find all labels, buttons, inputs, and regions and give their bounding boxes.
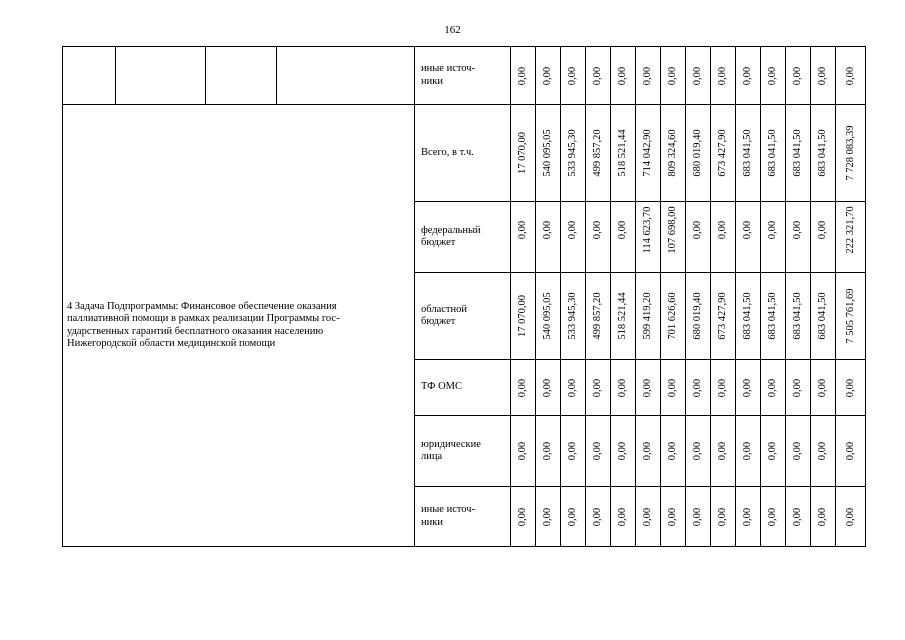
value-cell [786,487,811,547]
funding-source-cell-line: ники [421,75,443,87]
value-text: 0,00 [666,66,678,85]
value-cell [761,487,786,547]
value-cell [686,105,711,202]
value-text: 0,00 [716,220,728,240]
budget-table [62,46,866,547]
value-cell [661,360,686,416]
value-cell [661,47,686,105]
value-text: 0,00 [541,66,553,85]
value-cell [636,416,661,487]
funding-source-cell [415,202,511,273]
value-text: 683 041,50 [766,292,778,340]
value-text: 683 041,50 [791,292,803,340]
table-row [63,47,866,105]
funding-source-cell-line: ТФ ОМС [421,381,463,393]
value-cell [511,360,536,416]
value-text: 0,00 [816,507,828,526]
value-text: 0,00 [591,378,603,397]
value-text: 17 070,00 [516,132,528,174]
value-cell [686,360,711,416]
value-cell [761,105,786,202]
value-text: 0,00 [741,441,753,461]
value-cell [661,416,686,487]
value-cell [611,202,636,273]
value-cell [611,105,636,202]
value-cell [611,273,636,360]
value-text: 0,00 [844,378,856,397]
value-cell [511,416,536,487]
value-cell [661,105,686,202]
value-cell [611,487,636,547]
value-cell [561,273,586,360]
value-cell [786,273,811,360]
funding-source-cell-line: иные источ- [421,504,476,516]
value-cell [711,202,736,273]
value-cell [511,202,536,273]
value-text: 683 041,50 [816,129,828,177]
value-text: 0,00 [516,441,528,461]
value-text: 0,00 [616,66,628,85]
value-text: 0,00 [566,378,578,397]
value-text: 540 095,05 [541,129,553,177]
value-cell [836,360,866,416]
value-cell [561,416,586,487]
value-cell [511,273,536,360]
value-text: 0,00 [541,441,553,461]
value-text: 0,00 [766,507,778,526]
value-text: 0,00 [791,220,803,240]
value-cell [636,47,661,105]
value-text: 0,00 [741,220,753,240]
funding-source-cell-line: ники [421,516,443,528]
value-text: 0,00 [791,441,803,461]
value-text: 499 857,20 [591,129,603,177]
value-cell [686,487,711,547]
value-cell [811,47,836,105]
value-cell [686,416,711,487]
value-cell [586,360,611,416]
funding-source-cell-line: Всего, в т.ч. [421,146,474,158]
value-text: 0,00 [566,66,578,85]
value-text: 0,00 [616,507,628,526]
value-cell [586,487,611,547]
value-cell [586,202,611,273]
value-cell [661,487,686,547]
value-text: 0,00 [541,507,553,526]
value-cell [761,202,786,273]
value-cell [711,416,736,487]
value-cell [536,105,561,202]
value-text: 7 505 761,69 [844,288,856,344]
page-number: 162 [444,24,461,36]
empty-cell [206,47,277,105]
value-text: 0,00 [541,220,553,240]
value-text: 0,00 [566,507,578,526]
value-text: 0,00 [691,507,703,526]
value-text: 0,00 [666,378,678,397]
value-text: 114 623,70 [641,206,653,254]
value-text: 0,00 [616,441,628,461]
value-cell [686,273,711,360]
funding-source-cell [415,47,511,105]
value-text: 499 857,20 [591,292,603,340]
value-text: 0,00 [766,220,778,240]
value-text: 0,00 [516,507,528,526]
value-text: 518 521,44 [616,129,628,177]
value-text: 0,00 [716,378,728,397]
value-text: 0,00 [741,378,753,397]
value-text: 0,00 [791,378,803,397]
value-cell [561,105,586,202]
value-cell [561,202,586,273]
value-text: 680 019,40 [691,129,703,177]
value-cell [586,47,611,105]
value-cell [536,416,561,487]
value-cell [536,273,561,360]
funding-source-cell-line: лица [421,451,443,462]
value-text: 0,00 [641,66,653,85]
value-cell [736,416,761,487]
funding-source-cell-line: федеральный [421,224,481,236]
value-text: 0,00 [816,441,828,461]
funding-source-cell-line: иные источ- [421,63,476,75]
value-cell [811,105,836,202]
value-text: 0,00 [666,507,678,526]
value-text: 0,00 [666,441,678,461]
value-cell [811,487,836,547]
empty-cell [116,47,206,105]
value-cell [636,360,661,416]
value-cell [811,202,836,273]
value-text: 0,00 [844,441,856,461]
value-cell [536,202,561,273]
value-text: 533 945,30 [566,292,578,340]
empty-cell [277,47,415,105]
value-text: 0,00 [716,441,728,461]
empty-cell [63,47,116,105]
value-cell [561,47,586,105]
value-cell [686,202,711,273]
value-text: 0,00 [516,378,528,397]
value-cell [586,105,611,202]
value-text: 0,00 [844,66,856,85]
value-cell [786,47,811,105]
value-cell [536,360,561,416]
value-text: 533 945,30 [566,129,578,177]
value-text: 0,00 [816,220,828,240]
value-text: 0,00 [791,507,803,526]
value-text: 107 698,00 [666,206,678,254]
value-cell [711,105,736,202]
value-text: 673 427,90 [716,129,728,177]
value-text: 0,00 [766,441,778,461]
value-cell [736,360,761,416]
value-cell [761,273,786,360]
value-text: 0,00 [566,220,578,240]
value-cell [836,273,866,360]
value-text: 0,00 [716,66,728,85]
value-text: 0,00 [591,66,603,85]
value-cell [561,487,586,547]
funding-source-cell-line: бюджет [421,237,456,248]
value-text: 0,00 [741,66,753,85]
value-text: 0,00 [766,66,778,85]
value-text: 0,00 [591,507,603,526]
value-cell [736,273,761,360]
value-text: 7 728 083,39 [844,125,856,181]
value-text: 683 041,50 [791,129,803,177]
value-cell [636,273,661,360]
value-cell [586,416,611,487]
value-text: 0,00 [516,220,528,240]
value-cell [611,47,636,105]
value-text: 683 041,50 [741,129,753,177]
value-cell [836,105,866,202]
value-text: 809 324,60 [666,129,678,177]
funding-source-cell [415,105,511,202]
value-text: 0,00 [591,441,603,461]
value-cell [711,273,736,360]
value-cell [736,47,761,105]
value-cell [511,47,536,105]
value-text: 673 427,90 [716,292,728,340]
value-text: 0,00 [691,220,703,240]
value-text: 0,00 [641,378,653,397]
value-cell [536,487,561,547]
value-text: 0,00 [766,378,778,397]
value-cell [561,360,586,416]
value-text: 714 042,90 [641,129,653,177]
value-cell [636,202,661,273]
value-text: 518 521,44 [616,292,628,340]
value-cell [611,360,636,416]
value-text: 680 019,40 [691,292,703,340]
value-cell [736,202,761,273]
value-text: 0,00 [691,378,703,397]
value-cell [736,105,761,202]
value-text: 599 419,20 [641,292,653,340]
value-cell [761,416,786,487]
value-cell [761,360,786,416]
funding-source-cell-line: юридические [421,438,481,450]
value-text: 0,00 [816,66,828,85]
task-description-line: паллиативной помощи в рамках реализации Программы гос- [67,313,340,325]
value-cell [711,47,736,105]
value-cell [811,416,836,487]
value-cell [836,487,866,547]
value-cell [736,487,761,547]
value-cell [611,416,636,487]
value-text: 540 095,05 [541,292,553,340]
value-cell [636,487,661,547]
value-text: 0,00 [616,220,628,240]
value-cell [786,416,811,487]
value-text: 0,00 [691,66,703,85]
value-cell [836,416,866,487]
funding-source-cell [415,416,511,487]
value-cell [661,202,686,273]
value-text: 0,00 [616,378,628,397]
value-text: 0,00 [641,507,653,526]
value-text: 222 321,70 [844,206,856,254]
table-row [63,105,866,202]
value-cell [811,360,836,416]
value-text: 0,00 [591,220,603,240]
task-description-line: ударственных гарантий бесплатного оказания населению [67,325,324,337]
value-text: 0,00 [816,378,828,397]
value-text: 0,00 [516,66,528,85]
value-cell [761,47,786,105]
funding-source-cell [415,487,511,547]
value-text: 0,00 [791,66,803,85]
value-text: 683 041,50 [816,292,828,340]
value-text: 17 070,00 [516,295,528,337]
value-text: 0,00 [716,507,728,526]
value-text: 701 626,60 [666,292,678,340]
value-cell [636,105,661,202]
value-text: 0,00 [844,507,856,526]
value-cell [811,273,836,360]
value-cell [786,360,811,416]
value-text: 0,00 [691,441,703,461]
value-cell [786,202,811,273]
funding-source-cell-line: областной [421,303,467,315]
value-cell [511,487,536,547]
value-cell [836,202,866,273]
value-cell [586,273,611,360]
funding-source-cell-line: бюджет [421,316,456,327]
value-cell [686,47,711,105]
value-text: 683 041,50 [741,292,753,340]
value-cell [711,487,736,547]
task-description-line: 4 Задача Подпрограммы: Финансовое обеспечение оказания [67,301,337,313]
funding-source-cell [415,273,511,360]
value-text: 0,00 [641,441,653,461]
value-cell [661,273,686,360]
value-cell [836,47,866,105]
value-cell [536,47,561,105]
funding-source-cell [415,360,511,416]
value-cell [511,105,536,202]
value-cell [786,105,811,202]
value-text: 0,00 [741,507,753,526]
value-text: 683 041,50 [766,129,778,177]
value-text: 0,00 [541,378,553,397]
value-cell [711,360,736,416]
value-text: 0,00 [566,441,578,461]
task-description-cell [63,105,415,547]
task-description-line: Нижегородской области медицинской помощи [67,337,276,349]
